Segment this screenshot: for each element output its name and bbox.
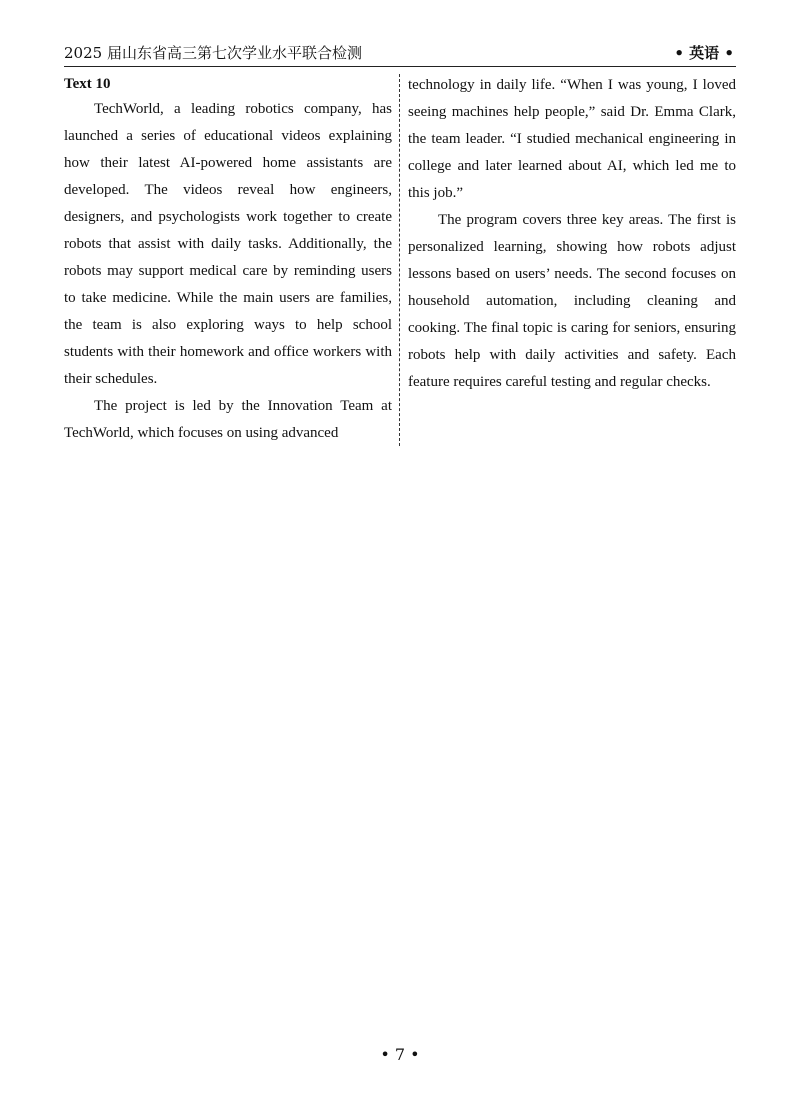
paragraph-2-start: The project is led by the Innovation Team at TechWorld, which focuses on using advanced bbox=[64, 398, 392, 441]
subject-label: • 英语 • bbox=[674, 44, 734, 62]
paragraph-2-continued: technology in daily life. “When I was young, I loved seeing machines help people,” said Dr. Emma Clark, the team leader. “I studied mechanical engineering in college and later learned about AI, which led me to this job.” bbox=[408, 77, 736, 201]
paragraph-1: TechWorld, a leading robotics company, has launched a series of educational videos explaining how their latest AI-powered home assistants are developed. The videos reveal how engineers, designers, and psychologists work together to create robots that assist with daily tasks. Additionally, the robots may support medical care by reminding users to take medicine. While the main users are families, the team is also exploring ways to help school students with their homework and office workers with their schedules. bbox=[64, 101, 392, 387]
right-column bbox=[408, 72, 736, 396]
exam-title: 2025 届山东省高三第七次学业水平联合检测 bbox=[64, 44, 362, 62]
paragraph-3: The program covers three key areas. The first is personalized learning, showing how robots adjust lessons based on users’ needs. The second focuses on household automation, including cleaning and cooking. The final topic is caring for seniors, ensuring robots help with daily activities and safety. Each feature requires careful testing and regular checks. bbox=[408, 212, 736, 390]
text-heading: Text 10 bbox=[64, 76, 111, 92]
left-column bbox=[64, 72, 392, 447]
page-number: • 7 • bbox=[380, 1045, 420, 1064]
page-header bbox=[64, 42, 736, 67]
column-divider bbox=[399, 74, 400, 446]
